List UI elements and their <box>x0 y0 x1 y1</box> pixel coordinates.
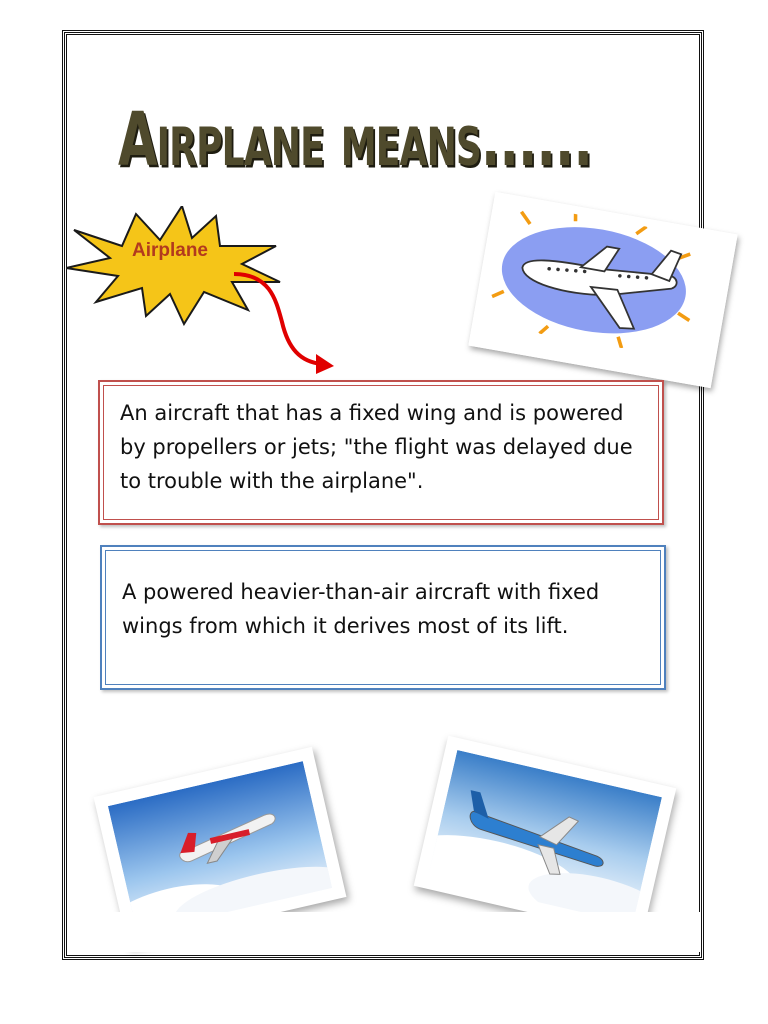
burst-label: Airplane <box>131 240 209 261</box>
definition-box-2: A powered heavier-than-air aircraft with fixed wings from which it derives most of its lift. <box>100 545 666 690</box>
photo-shadow-base <box>68 912 700 952</box>
curved-arrow-icon <box>230 270 340 380</box>
definition-box-1: An aircraft that has a fixed wing and is powered by propellers or jets; "the flight was delayed due to trouble with the airplane". <box>98 380 664 525</box>
page-title: Airplane means...... <box>118 96 593 184</box>
